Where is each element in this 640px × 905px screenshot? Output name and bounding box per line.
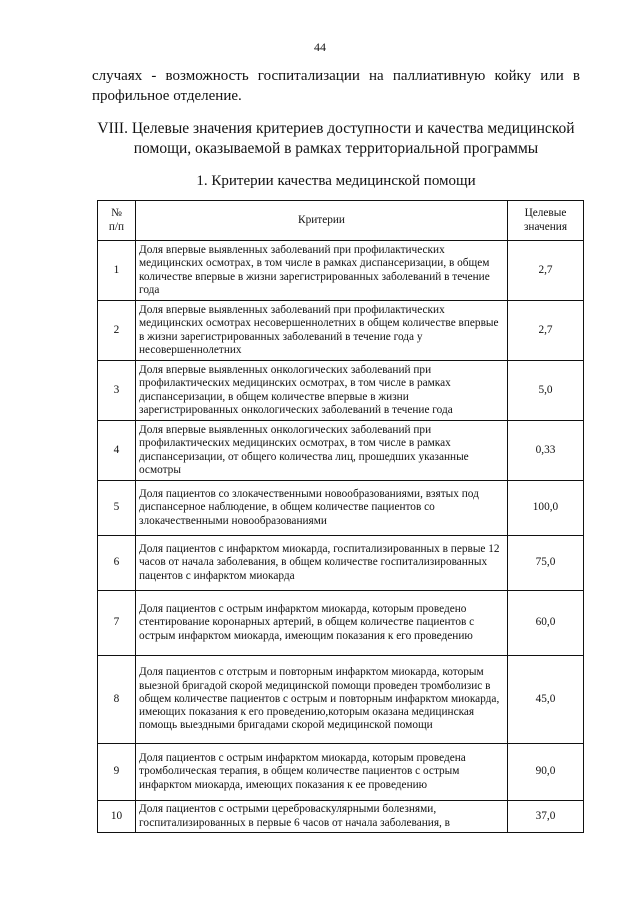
row-criterion: Доля впервые выявленных заболеваний при профилактических медицинских осмотрах несовершеннолетних в общем количестве впервые в жизни зарегистрированных заболеваний в течение года у несовершеннолетних: [136, 301, 508, 361]
table-row: [98, 481, 584, 536]
table-row: [98, 301, 584, 361]
row-number: 1: [98, 241, 136, 301]
header-number-line-2: п/п: [108, 220, 125, 233]
row-number: 7: [98, 591, 136, 656]
row-number: 10: [98, 801, 136, 833]
row-number: 2: [98, 301, 136, 361]
table-row: [98, 656, 584, 744]
header-number-line-1: №: [111, 207, 122, 220]
row-number: 5: [98, 481, 136, 536]
page-number: 44: [314, 40, 326, 54]
header-number: [98, 201, 136, 241]
row-target-value: 75,0: [508, 536, 584, 591]
row-number: 6: [98, 536, 136, 591]
section-title: [90, 119, 582, 159]
intro-paragraph: случаях - возможность госпитализации на паллиативную койку или в профильное отделение.: [92, 68, 580, 104]
row-criterion: Доля пациентов с острым инфарктом миокарда, которым проведена тромболическая терапия, в общем количестве пациентов с острым инфарктом миокарда, имеющих показания к ее проведению: [136, 744, 508, 801]
table-row: [98, 421, 584, 481]
row-target-value: 0,33: [508, 421, 584, 481]
section-title-line-1: VIII. Целевые значения критериев доступности и качества медицинской: [97, 120, 575, 137]
row-criterion: Доля пациентов с отстрым и повторным инфарктом миокарда, которым выезной бригадой скорой медицинской помощи проведен тромболизис в общем количестве пациентов с острым и повторным инфарктом миокарда, имеющих показания к его проведению,которым оказана медицинская помощь выездными бригадами скорой медицинской помощи: [136, 656, 508, 744]
table-row: [98, 591, 584, 656]
table-row: [98, 241, 584, 301]
row-criterion: Доля пациентов с инфарктом миокарда, госпитализированных в первые 12 часов от начала заболевания, в общем количестве госпитализированных пацентов с инфарктом миокарда: [136, 536, 508, 591]
header-criteria: Критерии: [136, 201, 508, 241]
row-number: 9: [98, 744, 136, 801]
table-row: [98, 801, 584, 833]
row-target-value: 37,0: [508, 801, 584, 833]
subsection-title: 1. Критерии качества медицинской помощи: [196, 173, 476, 189]
header-value-line-2: значения: [523, 220, 568, 233]
row-target-value: 5,0: [508, 361, 584, 421]
row-target-value: 100,0: [508, 481, 584, 536]
row-target-value: 90,0: [508, 744, 584, 801]
table-row: [98, 744, 584, 801]
row-criterion: Доля впервые выявленных заболеваний при профилактических медицинских осмотрах, в том числе в рамках диспансеризации, в общем количестве впервые в жизни зарегистрированных заболеваний в течение года: [136, 241, 508, 301]
row-number: 3: [98, 361, 136, 421]
table-row: [98, 361, 584, 421]
row-target-value: 45,0: [508, 656, 584, 744]
row-number: 8: [98, 656, 136, 744]
row-target-value: 60,0: [508, 591, 584, 656]
row-criterion: Доля пациентов со злокачественными новообразованиями, взятых под диспансерное наблюдение, в общем количестве пациентов со злокачественными новообразованиями: [136, 481, 508, 536]
row-criterion: Доля впервые выявленных онкологических заболеваний при профилактических медицинских осмотрах, в том числе в рамках диспансеризации, в общем количестве впервые в жизни зарегистрированных онкологических заболеваний в течение года: [136, 361, 508, 421]
row-criterion: Доля впервые выявленных онкологических заболеваний при профилактических медицинских осмотрах, в том числе в рамках диспансеризации, от общего количества лиц, прошедших указанные осмотры: [136, 421, 508, 481]
row-criterion: Доля пациентов с острыми цереброваскулярными болезнями, госпитализированных в первые 6 часов от начала заболевания, в: [136, 801, 508, 833]
table-header-row: [98, 201, 584, 241]
row-criterion: Доля пациентов с острым инфарктом миокарда, которым проведено стентирование коронарных артерий, в общем количестве пациентов с острым инфарктом миокарда, имеющим показания к его проведению: [136, 591, 508, 656]
section-title-line-2: помощи, оказываемой в рамках территориальной программы: [133, 140, 539, 157]
criteria-table: [97, 200, 584, 833]
header-target-values: [508, 201, 584, 241]
row-target-value: 2,7: [508, 301, 584, 361]
row-number: 4: [98, 421, 136, 481]
header-value-line-1: Целевые: [524, 207, 567, 220]
row-target-value: 2,7: [508, 241, 584, 301]
table-row: [98, 536, 584, 591]
